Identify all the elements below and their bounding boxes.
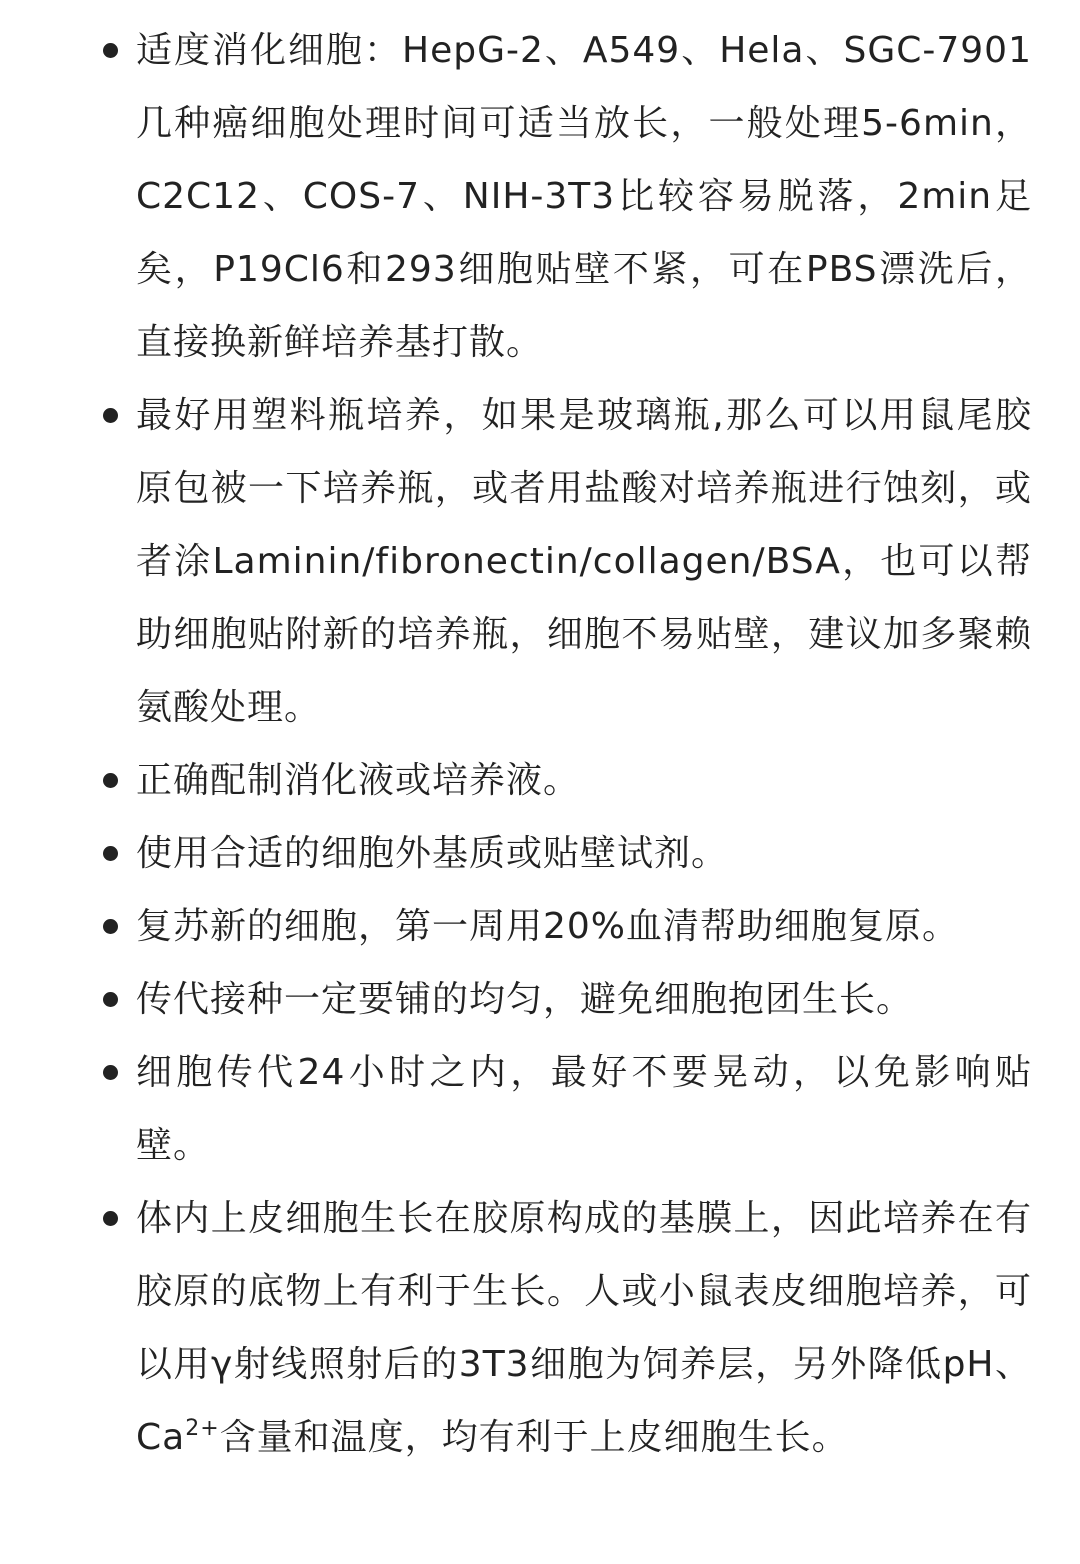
list-item: [136, 890, 1032, 963]
text-segment: 含量和温度，均有利于上皮细胞生长。: [219, 1417, 849, 1458]
list-item: [136, 14, 1032, 379]
bullet-icon: [103, 992, 118, 1007]
list-item-text: 传代接种一定要铺的均匀，避免细胞抱团生长。: [136, 979, 914, 1020]
list-item: [136, 1182, 1032, 1474]
list-item-text: 适度消化细胞：HepG-2、A549、Hela、SGC-7901几种癌细胞处理时间可适当放长，一般处理5-6min，C2C12、COS-7、NIH-3T3比较容易脱落，2min足矣，P19Cl6和293细胞贴壁不紧，可在PBS漂洗后，直接换新鲜培养基打散。: [136, 30, 1032, 363]
superscript-charge: 2+: [185, 1416, 220, 1441]
bullet-icon: [103, 1211, 118, 1226]
list-item-text: 正确配制消化液或培养液。: [136, 760, 581, 801]
list-item-text: 最好用塑料瓶培养，如果是玻璃瓶,那么可以用鼠尾胶原包被一下培养瓶，或者用盐酸对培养瓶进行蚀刻，或者涂Laminin/fibronectin/collagen/BSA，也可以帮助细胞贴附新的培养瓶，细胞不易贴壁，建议加多聚赖氨酸处理。: [136, 395, 1032, 728]
bullet-icon: [103, 773, 118, 788]
list-item: [136, 963, 1032, 1036]
text-segment: 体内上皮细胞生长在胶原构成的基膜上，因此培养在有胶原的底物上有利于生长。人或小鼠表皮细胞培养，可以用γ射线照射后的3T3细胞为饲养层，另外降低pH、Ca: [136, 1198, 1032, 1458]
bullet-icon: [103, 408, 118, 423]
bullet-icon: [103, 43, 118, 58]
list-item: [136, 1036, 1032, 1182]
bullet-icon: [103, 846, 118, 861]
list-item: [136, 379, 1032, 744]
list-item: [136, 817, 1032, 890]
list-item-text: 使用合适的细胞外基质或贴壁试剂。: [136, 833, 729, 874]
list-item-text: 复苏新的细胞，第一周用20%血清帮助细胞复原。: [136, 906, 960, 947]
bullet-icon: [103, 919, 118, 934]
bullet-icon: [103, 1065, 118, 1080]
list-item-text: [136, 1198, 1032, 1458]
list-item-text: 细胞传代24小时之内，最好不要晃动，以免影响贴壁。: [136, 1052, 1032, 1166]
list-item: [136, 744, 1032, 817]
